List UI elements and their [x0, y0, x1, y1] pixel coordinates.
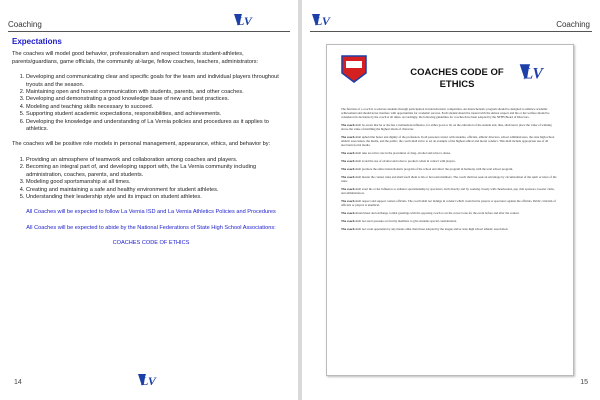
rule-text: should meet and exchange cordial greetings with the opposing coach to set the correct tone for the event before and after the contest.: [355, 211, 520, 215]
rule-text: shall promote the entire interscholastic program of the school and direct the program in harmony with the total school program.: [355, 167, 514, 171]
rule-text: shall not exert pressure on faculty members to give students special consideration.: [355, 219, 458, 223]
rule-lead: The coach: [341, 199, 355, 203]
expectations-list: [12, 74, 290, 133]
lv-logo-icon: [310, 10, 336, 30]
rule-item: [341, 167, 559, 171]
page-number-left: 14: [14, 379, 22, 386]
rule-text: shall take an active role in the prevention of drug, alcohol and tobacco abuse.: [355, 151, 451, 155]
rule-text: shall master the contest rules and shall teach them to his or her team members. The coach shall not seek an advantage by circumvention of the spirit or letter of the rules.: [341, 175, 557, 183]
rule-item: [341, 135, 559, 147]
role-model-list: [12, 157, 290, 201]
svg-text:LV: LV: [237, 14, 252, 28]
lv-logo-icon: [517, 59, 551, 85]
rule-lead: The coach: [341, 219, 355, 223]
code-of-ethics-document: [326, 44, 574, 376]
svg-text:LV: LV: [523, 65, 543, 83]
rule-lead: The coach: [341, 227, 355, 231]
rule-item: [341, 227, 559, 231]
list-item: 4. Modeling and teaching skills necessary to succeed.: [26, 104, 290, 111]
rule-item: [341, 123, 559, 131]
list-item: 2. Maintaining open and honest communication with students, parents, and other coaches.: [26, 89, 290, 96]
intro-paragraph: The coaches will model good behavior, professionalism and respect towards student-athletes, parents/guardians, game officials, the community at-large, fellow coaches, teachers, administrators:: [12, 51, 259, 65]
lv-logo-icon: [136, 370, 162, 390]
list-item: 5. Understanding their leadership style and its impact on student athletes.: [26, 194, 290, 201]
rule-text: shall avoid the use of alcohol and tobacco products when in contact with players.: [355, 159, 456, 163]
rule-lead: The coach: [341, 159, 355, 163]
list-item: 4. Creating and maintaining a safe and healthy environment for student athletes.: [26, 187, 290, 194]
list-item: 2. Becoming an integral part of, and developing rapport with, the La Vernia community including administration, coaches, parents, and students.: [26, 164, 290, 179]
document-title: COACHES CODE OF ETHICS: [410, 67, 504, 90]
list-item: 1. Developing and communicating clear and specific goals for the team and individual players throughout tryouts and the season.: [26, 74, 290, 89]
nfhs-logo-icon: [341, 55, 367, 83]
lv-logo-icon: [232, 10, 258, 30]
rule-lead: The coach: [341, 123, 355, 127]
rule-lead: The coach: [341, 151, 355, 155]
rule-item: [341, 159, 559, 163]
svg-text:LV: LV: [141, 374, 156, 388]
header-label-right: Coaching: [556, 20, 590, 29]
left-content: [12, 38, 290, 256]
page-number-right: 15: [580, 379, 588, 386]
svg-text:LV: LV: [315, 14, 330, 28]
header-label-left: Coaching: [8, 20, 42, 29]
right-page: [302, 0, 600, 400]
rule-item: [341, 211, 559, 215]
rule-item: [341, 187, 559, 195]
document-intro: The function of a coach is to educate students through participation in interscholastic competition. An interscholastic program should be designed to enhance academic achievement and should never interfere with opportunities for academic success. Each student should be treated with the utmost respect and his or her welfare should be considered in decisions by the coach at all times. Accordingly, the following guidelines for coaches have been adopted by the NFHS Board of Directors.: [341, 107, 550, 119]
nfhs-statement: All Coaches will be expected to abide by the National Federations of State High School Associations:: [26, 224, 276, 231]
list-item: 6. Developing the knowledge and understanding of La Vernia policies and procedures as it applies to athletics.: [26, 119, 290, 134]
list-item: 5. Supporting student academic expectations, responsibilities, and achievements.: [26, 111, 290, 118]
code-of-ethics-link-text: COACHES CODE OF ETHICS: [112, 240, 190, 247]
header-rule-right: [310, 31, 592, 32]
rule-lead: The coach: [341, 135, 355, 139]
rule-text: shall not scout opponents by any means other than those adopted by the league and/or state high school athletic association.: [355, 227, 509, 231]
rule-text: shall uphold the honor and dignity of the profession. In all personal contact with students, officials, athletic directors, school administrators, the state high school athletic association, the media, and the public, the coach shall strive to set an example of the highest ethical and moral conduct. This shall include appropriate use of all electronic/social media.: [341, 135, 555, 147]
rule-item: [341, 175, 559, 183]
list-item: 1. Providing an atmosphere of teamwork and collaboration among coaches and players.: [26, 157, 290, 164]
rule-text: shall exert his or her influence to enhance sportsmanship by spectators, both directly and by working closely with cheerleaders, pep club sponsors, booster clubs, and administrators.: [341, 187, 555, 195]
left-page: [0, 0, 298, 400]
rule-item: [341, 199, 559, 207]
rule-lead: The coach: [341, 211, 355, 215]
role-model-paragraph: The coaches will be positive role models in personal management, appearance, ethics, and behavior by:: [12, 141, 271, 148]
list-item: 3. Developing and demonstrating a good knowledge base of new and best practices.: [26, 96, 290, 103]
rule-lead: The coach: [341, 175, 355, 179]
rule-item: [341, 219, 559, 223]
rule-text: shall respect and support contest officials. The coach shall not indulge in conduct which would incite players or spectators against the officials. Public criticism of officials or players is unethical.: [341, 199, 556, 207]
rule-item: [341, 151, 559, 155]
rule-text: shall be aware that he or she has a tremendous influence, for either good or ill, on the education of the student and, thus, shall never place the value of winning above the value of instilling the highest ideals of character.: [341, 123, 552, 131]
expectations-heading: Expectations: [12, 37, 62, 46]
rule-lead: The coach: [341, 187, 355, 191]
policy-statement: All Coaches will be expected to follow La Vernia ISD and La Vernia Athletics Policies and Procedures: [26, 209, 276, 216]
document-body: [341, 107, 559, 235]
header-rule-left: [8, 31, 290, 32]
rule-lead: The coach: [341, 167, 355, 171]
list-item: 3. Modeling good sportsmanship at all times.: [26, 179, 290, 186]
